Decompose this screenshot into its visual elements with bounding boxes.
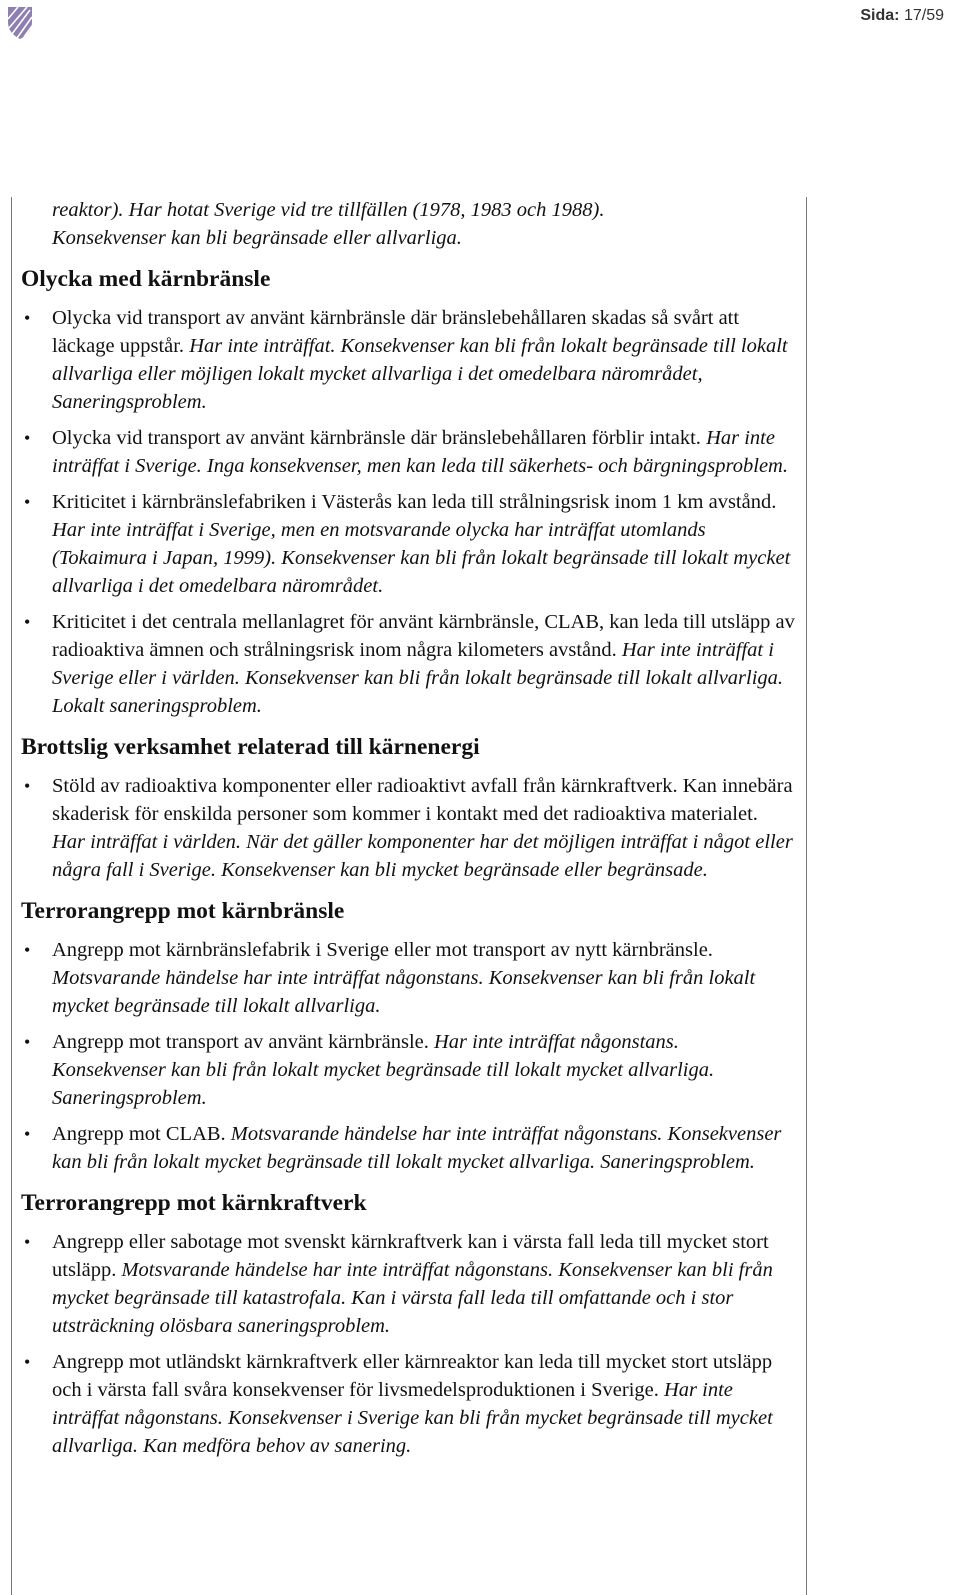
list-item (21, 1028, 796, 1112)
bullet-icon: • (24, 1232, 31, 1252)
bullet-icon: • (24, 1124, 31, 1144)
item-assessment: Motsvarande händelse har inte inträffat någonstans. Konsekvenser kan bli från lokalt mycket begränsade till lokalt allvarliga. (52, 967, 756, 1017)
item-assessment: Har inte inträffat i Sverige, men en motsvarande olycka har inträffat utomlands (Tokaimura i Japan, 1999). Konsekvenser kan bli från lokalt begränsade till lokalt mycket allvarliga i det omedelbara närområdet. (52, 519, 791, 597)
item-text: Kriticitet i det centrala mellanlagret för använt kärnbränsle, CLAB, kan leda till utsläpp av radioaktiva ämnen och strålningsrisk inom några kilometers avstånd. (52, 611, 795, 661)
item-assessment: Har inte inträffat i Sverige. Inga konsekvenser, men kan leda till säkerhets- och bärgningsproblem. (52, 427, 788, 477)
intro-line-1: reaktor). Har hotat Sverige vid tre tillfällen (1978, 1983 och 1988). (52, 199, 605, 221)
item-assessment: Har inte inträffat någonstans. Konsekvenser kan bli från lokalt mycket begränsade till lokalt mycket allvarliga. Saneringsproblem. (52, 1031, 715, 1109)
item-text: Olycka vid transport av använt kärnbränsle där bränslebehållaren skadas så svårt att läckage uppstår. (52, 307, 740, 357)
bullet-icon: • (24, 428, 31, 448)
bullet-list (21, 936, 796, 1176)
bullet-icon: • (24, 940, 31, 960)
bullet-icon: • (24, 492, 31, 512)
logo-icon (6, 4, 34, 40)
item-text: Olycka vid transport av använt kärnbränsle där bränslebehållaren förblir intakt. (52, 427, 701, 449)
item-text: Kriticitet i kärnbränslefabriken i Västerås kan leda till strålningsrisk inom 1 km avstånd. (52, 491, 777, 513)
section-heading: Olycka med kärnbränsle (21, 266, 271, 292)
section-heading: Brottslig verksamhet relaterad till kärnenergi (21, 734, 480, 760)
item-text: Angrepp mot kärnbränslefabrik i Sverige eller mot transport av nytt kärnbränsle. (52, 939, 713, 961)
page-indicator (860, 7, 944, 25)
list-item (21, 1120, 796, 1176)
bullet-list (21, 1228, 796, 1460)
bullet-list (21, 772, 796, 884)
item-text: Angrepp mot transport av använt kärnbränsle. (52, 1031, 429, 1053)
item-text: Angrepp mot utländskt kärnkraftverk eller kärnreaktor kan leda till mycket stort utsläpp och i värsta fall svåra konsekvenser för livsmedelsproduktionen i Sverige. (52, 1351, 773, 1401)
page-label: Sida: (860, 7, 900, 24)
bullet-icon: • (24, 1352, 31, 1372)
bullet-list (21, 304, 796, 720)
list-item (21, 772, 796, 884)
item-text: Stöld av radioaktiva komponenter eller radioaktivt avfall från kärnkraftverk. Kan innebära skaderisk för enskilda personer som kommer i kontakt med det radioaktiva materialet. (52, 775, 793, 825)
list-item (21, 488, 796, 600)
page-number: 17/59 (903, 7, 944, 24)
bullet-icon: • (24, 1032, 31, 1052)
item-assessment: Har inte inträffat i Sverige eller i världen. Konsekvenser kan bli från lokalt begränsade till lokalt allvarliga. Lokalt saneringsproblem. (52, 639, 784, 717)
item-assessment: Har inte inträffat någonstans. Konsekvenser i Sverige kan bli från mycket begränsade till mycket allvarliga. Kan medföra behov av sanering. (52, 1379, 773, 1457)
intro-line-2: Konsekvenser kan bli begränsade eller allvarliga. (52, 227, 462, 249)
item-assessment: Har inträffat i världen. När det gäller komponenter har det möjligen inträffat i något eller några fall i Sverige. Konsekvenser kan bli mycket begränsade eller begränsade. (52, 831, 793, 881)
list-item (21, 608, 796, 720)
item-assessment: Motsvarande händelse har inte inträffat någonstans. Konsekvenser kan bli från lokalt mycket begränsade till lokalt mycket allvarliga. Saneringsproblem. (52, 1123, 782, 1173)
item-assessment: Har inte inträffat. Konsekvenser kan bli från lokalt begränsade till lokalt allvarliga eller möjligen lokalt mycket allvarliga i det omedelbara närområdet, Saneringsproblem. (52, 335, 788, 413)
section-heading: Terrorangrepp mot kärnbränsle (21, 898, 345, 924)
bullet-icon: • (24, 308, 31, 328)
section-heading: Terrorangrepp mot kärnkraftverk (21, 1190, 367, 1216)
item-assessment: Motsvarande händelse har inte inträffat någonstans. Konsekvenser kan bli från mycket begränsade till katastrofala. Kan i värsta fall leda till omfattande och i stor utsträckning olösbara saneringsproblem. (52, 1259, 773, 1337)
bullet-icon: • (24, 612, 31, 632)
list-item (21, 936, 796, 1020)
list-item (21, 1228, 796, 1340)
list-item (21, 1348, 796, 1460)
list-item (21, 304, 796, 416)
list-item (21, 424, 796, 480)
intro-paragraph (52, 196, 796, 252)
bullet-icon: • (24, 776, 31, 796)
item-text: Angrepp mot CLAB. (52, 1123, 226, 1145)
document-body (21, 196, 796, 1468)
item-text: Angrepp eller sabotage mot svenskt kärnkraftverk kan i värsta fall leda till mycket stort utsläpp. (52, 1231, 769, 1281)
